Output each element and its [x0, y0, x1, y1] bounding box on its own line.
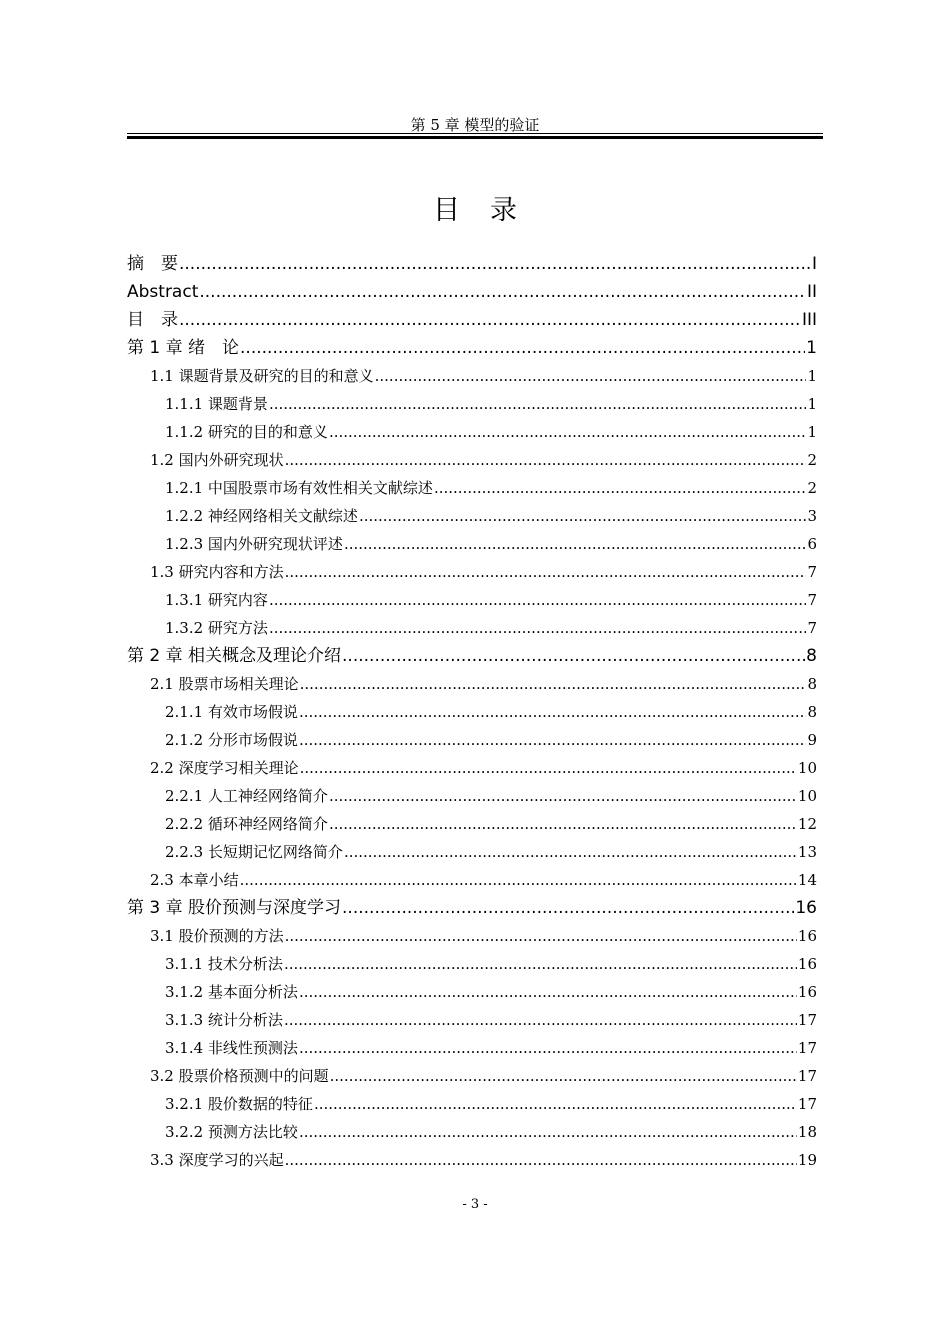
toc-entry-page: 17: [797, 1067, 817, 1085]
toc-entry-label: 2.2.1 人工神经网络简介: [165, 787, 328, 805]
toc-entry-label: 2.2.3 长短期记忆网络简介: [165, 843, 343, 861]
toc-entry-page: 14: [797, 871, 817, 889]
toc-dot-leader: [284, 1006, 797, 1034]
toc-dot-leader: [285, 1146, 797, 1174]
toc-entry-page: 1: [807, 367, 817, 385]
toc-entry-page: 17: [797, 1011, 817, 1029]
toc-dot-leader: [330, 1062, 797, 1090]
toc-entry-label: 1.3.1 研究内容: [165, 591, 268, 609]
toc-entry[interactable]: [127, 642, 817, 670]
toc-dot-leader: [284, 950, 797, 978]
toc-entry[interactable]: [127, 278, 817, 306]
toc-entry[interactable]: [127, 446, 817, 474]
toc-dot-leader: [285, 446, 807, 474]
table-of-contents: [127, 250, 817, 1174]
toc-entry-page: 8: [806, 646, 817, 666]
toc-dot-leader: [269, 586, 807, 614]
toc-dot-leader: [269, 390, 807, 418]
toc-entry[interactable]: [127, 558, 817, 586]
toc-entry-label: 1.2 国内外研究现状: [150, 451, 284, 469]
toc-dot-leader: [240, 866, 797, 894]
toc-dot-leader: [269, 614, 807, 642]
toc-entry-page: 18: [797, 1123, 817, 1141]
toc-dot-leader: [240, 334, 805, 362]
toc-entry[interactable]: [127, 754, 817, 782]
toc-entry-page: 1: [807, 423, 817, 441]
toc-entry[interactable]: [127, 894, 817, 922]
toc-entry-label: 2.1.2 分形市场假说: [165, 731, 298, 749]
toc-entry-page: 2: [807, 479, 817, 497]
toc-dot-leader: [359, 502, 807, 530]
toc-entry-page: 9: [807, 731, 817, 749]
toc-entry-label: 3.2 股票价格预测中的问题: [150, 1067, 329, 1085]
toc-entry[interactable]: [127, 670, 817, 698]
toc-dot-leader: [299, 978, 797, 1006]
header-rule-thick: [127, 136, 823, 139]
toc-entry[interactable]: [127, 1146, 817, 1174]
toc-entry[interactable]: [127, 698, 817, 726]
toc-entry-page: I: [811, 254, 817, 274]
toc-entry-page: 1: [806, 338, 817, 358]
toc-entry[interactable]: [127, 1062, 817, 1090]
toc-entry-label: 第 2 章 相关概念及理论介绍: [127, 646, 342, 666]
toc-dot-leader: [299, 1118, 797, 1146]
toc-entry-label: 2.1 股票市场相关理论: [150, 675, 299, 693]
toc-entry-label: 第 1 章 绪 论: [127, 338, 240, 358]
toc-entry-page: 12: [797, 815, 817, 833]
toc-entry[interactable]: [127, 810, 817, 838]
toc-entry-label: 2.2.2 循环神经网络简介: [165, 815, 328, 833]
toc-dot-leader: [299, 1034, 797, 1062]
toc-dot-leader: [344, 838, 797, 866]
toc-dot-leader: [329, 418, 807, 446]
toc-entry[interactable]: [127, 502, 817, 530]
toc-entry[interactable]: [127, 306, 817, 334]
toc-entry[interactable]: [127, 950, 817, 978]
toc-entry-label: 2.2 深度学习相关理论: [150, 759, 299, 777]
toc-entry-page: 7: [807, 591, 817, 609]
toc-entry-page: 3: [807, 507, 817, 525]
toc-dot-leader: [300, 670, 807, 698]
toc-dot-leader: [179, 250, 811, 278]
toc-dot-leader: [375, 362, 807, 390]
toc-entry-page: II: [806, 282, 817, 302]
toc-entry-label: 摘 要: [127, 254, 178, 274]
toc-entry-label: 3.1.1 技术分析法: [165, 955, 283, 973]
toc-dot-leader: [434, 474, 807, 502]
toc-entry-label: 1.1 课题背景及研究的目的和意义: [150, 367, 374, 385]
toc-entry[interactable]: [127, 726, 817, 754]
toc-entry-page: 1: [807, 395, 817, 413]
toc-entry-label: 1.1.2 研究的目的和意义: [165, 423, 328, 441]
toc-entry-page: III: [801, 310, 817, 330]
toc-dot-leader: [299, 698, 807, 726]
toc-entry-label: 3.2.2 预测方法比较: [165, 1123, 298, 1141]
toc-entry-label: 2.3 本章小结: [150, 871, 239, 889]
toc-dot-leader: [342, 642, 805, 670]
toc-entry-label: 1.2.2 神经网络相关文献综述: [165, 507, 358, 525]
toc-entry-label: 目 录: [127, 310, 178, 330]
toc-entry[interactable]: [127, 866, 817, 894]
toc-entry[interactable]: [127, 614, 817, 642]
toc-entry[interactable]: [127, 418, 817, 446]
toc-entry-page: 8: [807, 703, 817, 721]
toc-entry-page: 7: [807, 563, 817, 581]
toc-dot-leader: [342, 894, 794, 922]
toc-entry-page: 8: [807, 675, 817, 693]
toc-entry-page: 13: [797, 843, 817, 861]
toc-entry-page: 16: [797, 927, 817, 945]
toc-entry-label: 1.2.1 中国股票市场有效性相关文献综述: [165, 479, 433, 497]
toc-entry[interactable]: [127, 362, 817, 390]
toc-entry-label: Abstract: [127, 282, 199, 302]
page-number: - 3 -: [462, 1197, 488, 1212]
toc-entry-page: 16: [795, 898, 817, 918]
toc-dot-leader: [285, 922, 797, 950]
toc-dot-leader: [300, 754, 797, 782]
toc-entry-label: 第 3 章 股价预测与深度学习: [127, 898, 342, 918]
toc-entry[interactable]: [127, 782, 817, 810]
toc-entry-label: 3.1 股价预测的方法: [150, 927, 284, 945]
toc-entry-label: 3.2.1 股价数据的特征: [165, 1095, 313, 1113]
toc-entry[interactable]: [127, 586, 817, 614]
toc-dot-leader: [344, 530, 807, 558]
toc-title: 目录: [433, 195, 547, 226]
toc-entry-page: 19: [797, 1151, 817, 1169]
running-header: 第 5 章 模型的验证: [410, 116, 540, 134]
toc-entry-label: 3.3 深度学习的兴起: [150, 1151, 284, 1169]
toc-dot-leader: [329, 782, 797, 810]
toc-entry[interactable]: [127, 1006, 817, 1034]
toc-entry-label: 1.3 研究内容和方法: [150, 563, 284, 581]
toc-dot-leader: [285, 558, 807, 586]
toc-entry[interactable]: [127, 1118, 817, 1146]
toc-entry-label: 1.1.1 课题背景: [165, 395, 268, 413]
toc-entry[interactable]: [127, 922, 817, 950]
toc-entry[interactable]: [127, 474, 817, 502]
toc-entry-label: 3.1.3 统计分析法: [165, 1011, 283, 1029]
toc-entry[interactable]: [127, 334, 817, 362]
toc-entry-label: 1.2.3 国内外研究现状评述: [165, 535, 343, 553]
toc-entry-page: 2: [807, 451, 817, 469]
toc-entry-page: 16: [797, 955, 817, 973]
toc-entry-page: 10: [797, 759, 817, 777]
toc-dot-leader: [179, 306, 801, 334]
toc-entry-page: 6: [807, 535, 817, 553]
toc-entry[interactable]: [127, 250, 817, 278]
toc-entry-page: 16: [797, 983, 817, 1001]
toc-entry-label: 3.1.2 基本面分析法: [165, 983, 298, 1001]
toc-entry-page: 17: [797, 1095, 817, 1113]
toc-entry-label: 2.1.1 有效市场假说: [165, 703, 298, 721]
toc-dot-leader: [314, 1090, 797, 1118]
toc-entry-page: 17: [797, 1039, 817, 1057]
toc-entry[interactable]: [127, 390, 817, 418]
toc-entry[interactable]: [127, 530, 817, 558]
toc-entry[interactable]: [127, 978, 817, 1006]
toc-entry[interactable]: [127, 1034, 817, 1062]
toc-entry-page: 10: [797, 787, 817, 805]
toc-dot-leader: [199, 278, 806, 306]
toc-entry[interactable]: [127, 1090, 817, 1118]
toc-entry-label: 1.3.2 研究方法: [165, 619, 268, 637]
toc-dot-leader: [299, 726, 807, 754]
toc-entry[interactable]: [127, 838, 817, 866]
header-rule-thin: [127, 133, 823, 134]
toc-entry-label: 3.1.4 非线性预测法: [165, 1039, 298, 1057]
toc-dot-leader: [329, 810, 797, 838]
toc-entry-page: 7: [807, 619, 817, 637]
